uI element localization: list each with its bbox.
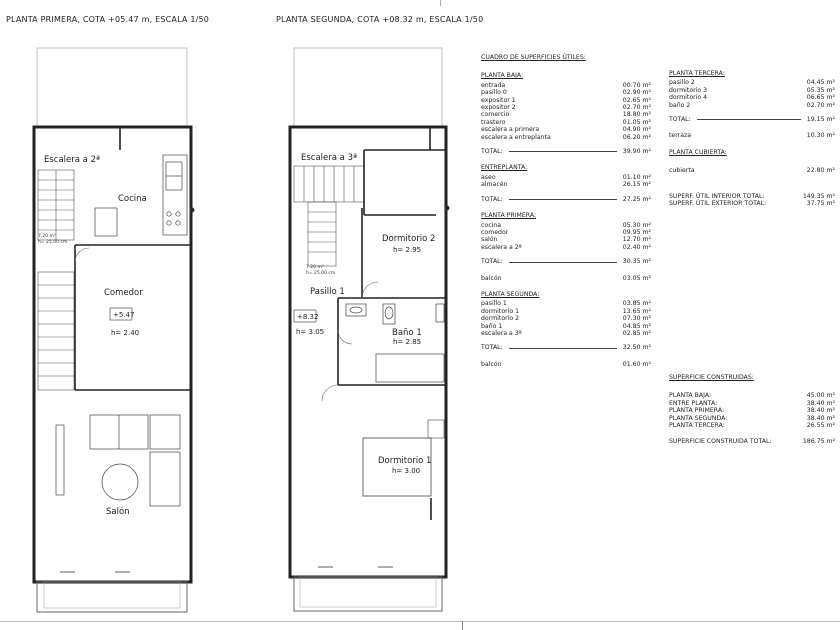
salon-furniture [56, 415, 180, 506]
label-cocina: Cocina [118, 194, 147, 204]
row-name: SUPERF. ÚTIL EXTERIOR TOTAL: [669, 200, 767, 208]
section-planta-cubierta [669, 149, 835, 175]
terrace-outline [37, 48, 187, 128]
total-value: 32.50 m² [622, 344, 651, 352]
row-value: 38.40 m² [806, 407, 835, 415]
row-value: 06.65 m² [806, 94, 835, 102]
marker-dot-plan1 [190, 208, 194, 212]
balcony-rail-2 [300, 577, 436, 607]
row-name: comercio [481, 111, 510, 119]
section-title: SUPERFICIE CONSTRUIDAS: [669, 374, 754, 381]
bottom-divider [0, 621, 840, 622]
label-dormitorio-2: Dormitorio 2 [382, 234, 436, 244]
balcony-rail [44, 582, 180, 608]
row-name: baño 2 [669, 101, 691, 109]
total-row [481, 148, 651, 155]
header-planta-primera: PLANTA PRIMERA, COTA +05.47 m, ESCALA 1/50 [6, 15, 210, 24]
total-label: TOTAL: [481, 195, 503, 203]
total-value: 19.15 m² [806, 116, 835, 124]
door-arc-dorm2 [362, 282, 378, 298]
row-value: 02.70 m² [622, 104, 651, 112]
total-rule [509, 148, 617, 152]
total-rule [509, 196, 617, 200]
total-row [481, 196, 651, 203]
table-row [481, 134, 651, 141]
table-row [481, 244, 651, 251]
table-row [481, 104, 651, 111]
total-value: 186.75 m² [802, 438, 835, 446]
door-arc-bano [338, 330, 352, 344]
row-value: 01.05 m² [622, 118, 651, 126]
row-value: 26.15 m² [622, 181, 651, 189]
section-planta-tercera [669, 70, 835, 140]
row-name: dormitorio 2 [481, 315, 520, 323]
label-altura-plan2: h= 3.05 [296, 328, 325, 336]
table-row [669, 102, 835, 109]
section-entreplanta [481, 164, 651, 203]
row-value: 37.75 m² [806, 200, 835, 208]
interior-walls-plan1 [75, 127, 191, 390]
table-row [481, 323, 651, 330]
table-row [481, 126, 651, 133]
surface-table-col1 [481, 54, 651, 368]
table-row [481, 111, 651, 118]
row-value: 02.90 m² [622, 89, 651, 97]
terrace-outline-2 [294, 48, 442, 128]
row-value: 04.90 m² [622, 126, 651, 134]
row-value: 22.80 m² [806, 167, 835, 175]
marker-dot-plan2 [445, 206, 449, 210]
table-row [669, 193, 835, 200]
row-value: 149.35 m² [802, 192, 835, 200]
row-value: 05.35 m² [806, 86, 835, 94]
table-row [481, 119, 651, 126]
row-name: pasillo 2 [669, 79, 695, 87]
table-row [481, 82, 651, 89]
row-name: pasillo 1 [481, 300, 507, 308]
note-area-plan1: 7.20 m² [38, 234, 56, 239]
row-value: 13.65 m² [622, 307, 651, 315]
total-row [481, 344, 651, 351]
table-row [669, 407, 835, 414]
section-planta-primera [481, 212, 651, 282]
bottom-mark [462, 621, 463, 630]
total-rule [697, 116, 801, 120]
surface-table-col2 [669, 70, 835, 207]
door-arc-dorm1 [322, 385, 338, 401]
label-altura-plan1: h= 2.40 [111, 329, 140, 337]
note-height-plan1: h= 25.00 cm [38, 240, 68, 245]
row-name: entrada [481, 81, 506, 89]
extra-row [669, 132, 835, 139]
row-value: 12.70 m² [622, 236, 651, 244]
section-title: PLANTA PRIMERA: [481, 212, 537, 220]
total-value: 39.90 m² [622, 148, 651, 156]
label-dormitorio-2-h: h= 2.95 [393, 246, 422, 254]
balcony-outline-2 [294, 577, 442, 611]
total-rule [509, 344, 617, 348]
row-name: escalera a 2ª [481, 243, 522, 251]
table-row [481, 236, 651, 243]
label-salon: Salón [106, 507, 130, 517]
table-row [669, 415, 835, 422]
table-row [481, 97, 651, 104]
table-row [481, 229, 651, 236]
row-name: expositor 1 [481, 96, 516, 104]
row-value: 02.85 m² [622, 329, 651, 337]
interior-walls-plan2 [338, 127, 446, 385]
row-value: 05.30 m² [622, 221, 651, 229]
table-row [481, 330, 651, 337]
row-name: escalera a primera [481, 126, 540, 134]
row-name: PLANTA PRIMERA: [669, 407, 725, 415]
row-name: cocina [481, 221, 502, 229]
table-title: CUADRO DE SUPERFICIES ÚTILES: [481, 54, 586, 61]
row-name: expositor 2 [481, 104, 516, 112]
total-rule [509, 258, 617, 262]
row-name: escalera a 3ª [481, 329, 522, 337]
row-name: SUPERF. ÚTIL INTERIOR TOTAL: [669, 192, 765, 200]
row-value: 01.60 m² [622, 360, 651, 368]
table-row [669, 422, 835, 429]
row-name: terraza [669, 132, 692, 140]
label-cota-plan2: +8.32 [297, 313, 319, 321]
table-row [481, 181, 651, 188]
row-name: trastero [481, 118, 506, 126]
label-bano-1-h: h= 2.85 [393, 338, 422, 346]
row-name: PLANTA TERCERA: [669, 422, 725, 430]
label-escalera-2: Escalera a 2ª [44, 155, 101, 165]
row-name: PLANTA SEGUNDA: [669, 414, 728, 422]
row-value: 07.30 m² [622, 315, 651, 323]
row-value: 04.85 m² [622, 322, 651, 330]
row-value: 38.40 m² [806, 414, 835, 422]
row-value: 06.20 m² [622, 133, 651, 141]
label-pasillo: Pasillo 1 [310, 287, 345, 297]
row-name: comedor [481, 228, 509, 236]
table-row [481, 300, 651, 307]
label-cota-plan1: +5.47 [113, 311, 135, 319]
row-value: 02.40 m² [622, 243, 651, 251]
stairs-plan1 [38, 170, 74, 390]
total-label: TOTAL: [669, 116, 691, 124]
extra-row [481, 361, 651, 368]
total-row [481, 258, 651, 265]
row-value: 03.05 m² [622, 274, 651, 282]
section-title: PLANTA TERCERA: [669, 70, 725, 77]
section-title: PLANTA CUBIERTA: [669, 148, 727, 156]
row-value: 10.30 m² [806, 132, 835, 140]
label-escalera-3: Escalera a 3ª [301, 153, 358, 163]
row-name: baño 1 [481, 322, 503, 330]
total-label: TOTAL: [481, 344, 503, 352]
row-name: balcón [481, 360, 502, 368]
label-bano-1: Baño 1 [392, 328, 422, 338]
note-height-plan2: h= 25.00 cm [306, 271, 336, 276]
row-value: 45.00 m² [806, 392, 835, 400]
total-value: 30.35 m² [622, 258, 651, 266]
row-name: balcón [481, 274, 502, 282]
section-title: ENTREPLANTA: [481, 164, 528, 172]
row-name: cubierta [669, 167, 695, 175]
row-name: ENTRE PLANTA: [669, 399, 718, 407]
balcony-outline [37, 582, 187, 612]
row-value: 02.70 m² [806, 101, 835, 109]
table-row [481, 222, 651, 229]
row-value: 01.10 m² [622, 173, 651, 181]
table-row [669, 79, 835, 86]
total-value: 27.25 m² [622, 195, 651, 203]
section-planta-baja [481, 72, 651, 155]
table-row [669, 94, 835, 101]
row-name: pasillo 0 [481, 89, 507, 97]
row-name: salón [481, 236, 498, 244]
table-row [669, 200, 835, 207]
row-name: almacén [481, 181, 508, 189]
row-value: 18.80 m² [622, 111, 651, 119]
table-row [669, 87, 835, 94]
section-title: PLANTA BAJA: [481, 72, 524, 80]
row-name: dormitorio 4 [669, 94, 708, 102]
table-row [481, 308, 651, 315]
row-value: 02.65 m² [622, 96, 651, 104]
total-label: TOTAL: [481, 258, 503, 266]
surface-table-construidas [669, 374, 835, 446]
section-title: PLANTA SEGUNDA: [481, 290, 540, 298]
row-name: escalera a entreplanta [481, 133, 551, 141]
section-planta-segunda [481, 291, 651, 368]
row-name: PLANTA BAJA: [669, 392, 712, 400]
row-value: 38.40 m² [806, 399, 835, 407]
table-row [669, 392, 835, 399]
section-superficies-utiles [669, 193, 835, 208]
total-label: SUPERFICIE CONSTRUIDA TOTAL: [669, 438, 772, 446]
nightstand [428, 420, 444, 438]
label-comedor: Comedor [104, 288, 143, 298]
row-value: 03.85 m² [622, 300, 651, 308]
row-name: aseo [481, 173, 496, 181]
row-value: 00.70 m² [622, 81, 651, 89]
row-value: 26.55 m² [806, 422, 835, 430]
label-dormitorio-1-h: h= 3.00 [392, 467, 421, 475]
table-row [669, 400, 835, 407]
outer-walls-2 [290, 127, 446, 577]
header-planta-segunda: PLANTA SEGUNDA, COTA +08.32 m, ESCALA 1/50 [276, 15, 484, 24]
door-arc-comedor [75, 248, 89, 262]
row-value: 09.95 m² [622, 228, 651, 236]
extra-row [481, 275, 651, 282]
table-row [481, 89, 651, 96]
total-row [669, 438, 835, 445]
row-value: 04.45 m² [806, 79, 835, 87]
row-name: dormitorio 1 [481, 307, 520, 315]
row-name: dormitorio 3 [669, 86, 708, 94]
total-label: TOTAL: [481, 148, 503, 156]
label-dormitorio-1: Dormitorio 1 [378, 456, 432, 466]
table-row [481, 315, 651, 322]
table-row [669, 167, 835, 174]
total-row [669, 116, 835, 123]
stairs-plan2 [294, 166, 364, 266]
note-area-plan2: 7.20 m² [306, 265, 324, 270]
